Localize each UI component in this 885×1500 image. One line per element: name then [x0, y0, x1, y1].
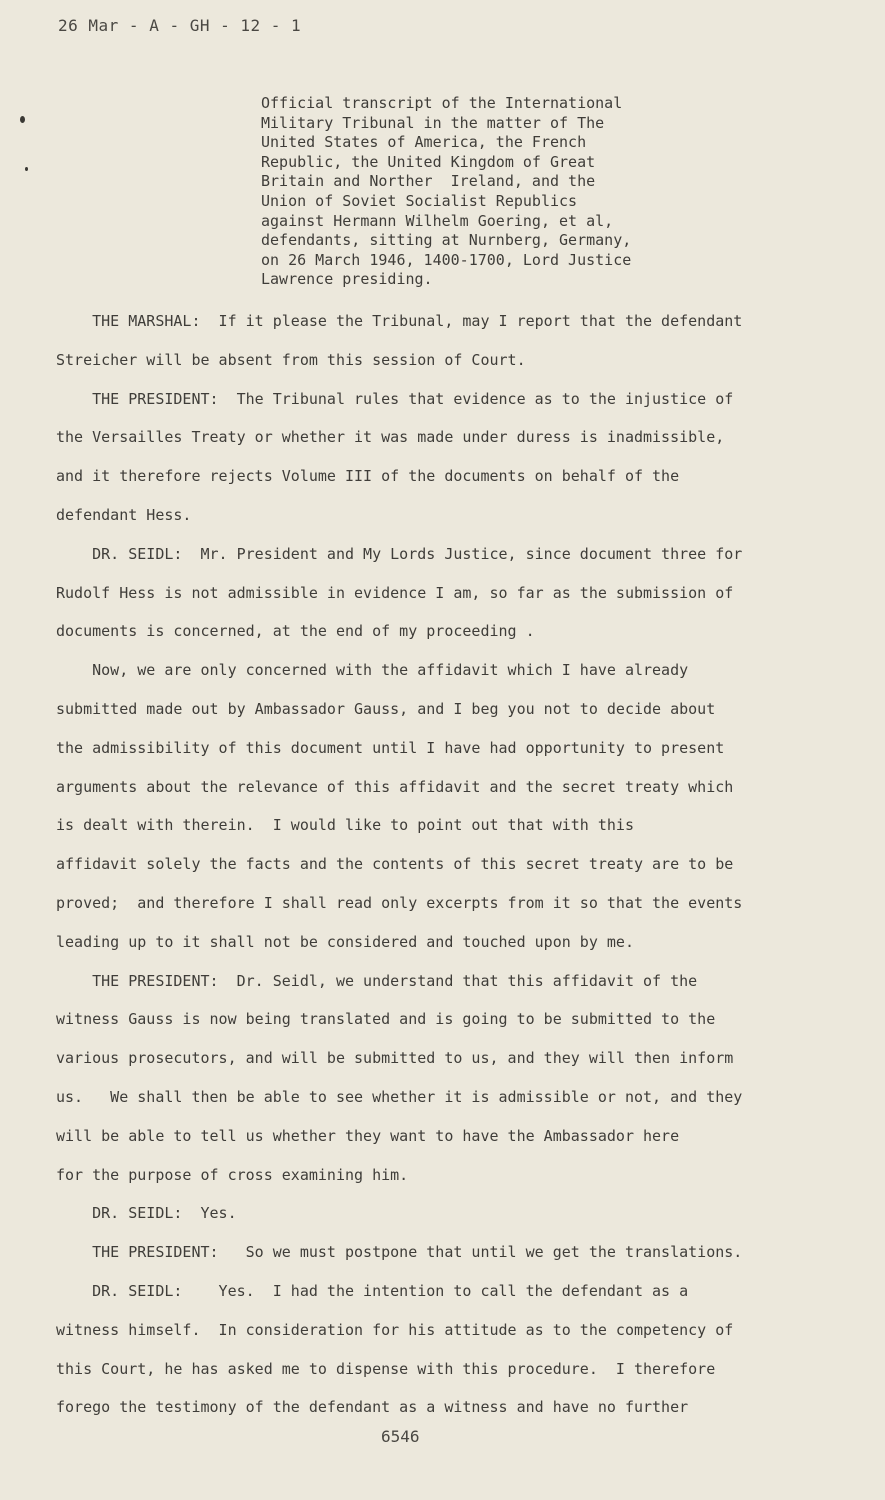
body-line: THE MARSHAL: If it please the Tribunal, may I report that the defendant [56, 312, 743, 330]
body-line: defendant Hess. [56, 505, 192, 524]
body-line: will be able to tell us whether they want to have the Ambassador here [56, 1126, 680, 1145]
body-line: THE PRESIDENT: The Tribunal rules that evidence as to the injustice of [56, 389, 734, 408]
caption-line: on 26 March 1946, 1400-1700, Lord Justice [261, 250, 632, 269]
punch-hole-mark-bottom [25, 167, 28, 171]
body-line: THE PRESIDENT: So we must postpone that until we get the translations. [56, 1243, 743, 1262]
caption-line: United States of America, the French [261, 133, 587, 152]
caption-line: Union of Soviet Socialist Republics [261, 191, 578, 210]
body-line: leading up to it shall not be considered and touched upon by me. [56, 932, 634, 951]
transcript-caption [261, 94, 701, 290]
body-line: DR. SEIDL: Yes. I had the intention to call the defendant as a [56, 1281, 689, 1300]
body-line: Now, we are only concerned with the affidavit which I have already [56, 661, 689, 680]
body-line: and it therefore rejects Volume III of the documents on behalf of the [56, 467, 680, 486]
body-line: for the purpose of cross examining him. [56, 1165, 409, 1184]
caption-line: Military Tribunal in the matter of The [261, 113, 605, 132]
page-number: 6546 [381, 1427, 420, 1446]
body-line: DR. SEIDL: Mr. President and My Lords Justice, since document three for [56, 544, 743, 563]
caption-line: Lawrence presiding. [261, 270, 433, 289]
body-line: affidavit solely the facts and the contents of this secret treaty are to be [56, 855, 734, 874]
body-line: various prosecutors, and will be submitted to us, and they will then inform [56, 1049, 734, 1068]
body-line: THE PRESIDENT: Dr. Seidl, we understand that this affidavit of the [56, 971, 698, 990]
body-line: proved; and therefore I shall read only excerpts from it so that the events [56, 893, 743, 912]
transcript-body [56, 307, 856, 1432]
body-line: Streicher will be absent from this session of Court. [56, 350, 526, 369]
body-line: DR. SEIDL: Yes. [56, 1204, 237, 1223]
body-line: this Court, he has asked me to dispense with this procedure. I therefore [56, 1359, 716, 1378]
body-line: Rudolf Hess is not admissible in evidence I am, so far as the submission of [56, 583, 734, 602]
body-line: submitted made out by Ambassador Gauss, and I beg you not to decide about [56, 699, 716, 718]
caption-line: Republic, the United Kingdom of Great [261, 152, 596, 171]
body-line: witness Gauss is now being translated and is going to be submitted to the [56, 1010, 716, 1029]
body-line: us. We shall then be able to see whether it is admissible or not, and they [56, 1087, 743, 1106]
caption-line: Britain and Norther Ireland, and the [261, 172, 596, 191]
document-reference: 26 Mar - A - GH - 12 - 1 [58, 16, 302, 35]
punch-hole-mark-top [20, 116, 25, 123]
body-line: the admissibility of this document until I have had opportunity to present [56, 738, 725, 757]
body-line: forego the testimony of the defendant as a witness and have no further [56, 1398, 689, 1417]
body-line: is dealt with therein. I would like to point out that with this [56, 816, 634, 835]
body-line: arguments about the relevance of this affidavit and the secret treaty which [56, 777, 734, 796]
caption-line: Official transcript of the International [261, 94, 623, 112]
body-line: witness himself. In consideration for his attitude as to the competency of [56, 1320, 734, 1339]
caption-line: against Hermann Wilhelm Goering, et al, [261, 211, 614, 230]
caption-line: defendants, sitting at Nurnberg, Germany, [261, 231, 632, 250]
body-line: documents is concerned, at the end of my proceeding . [56, 622, 535, 641]
body-line: the Versailles Treaty or whether it was made under duress is inadmissible, [56, 428, 725, 447]
